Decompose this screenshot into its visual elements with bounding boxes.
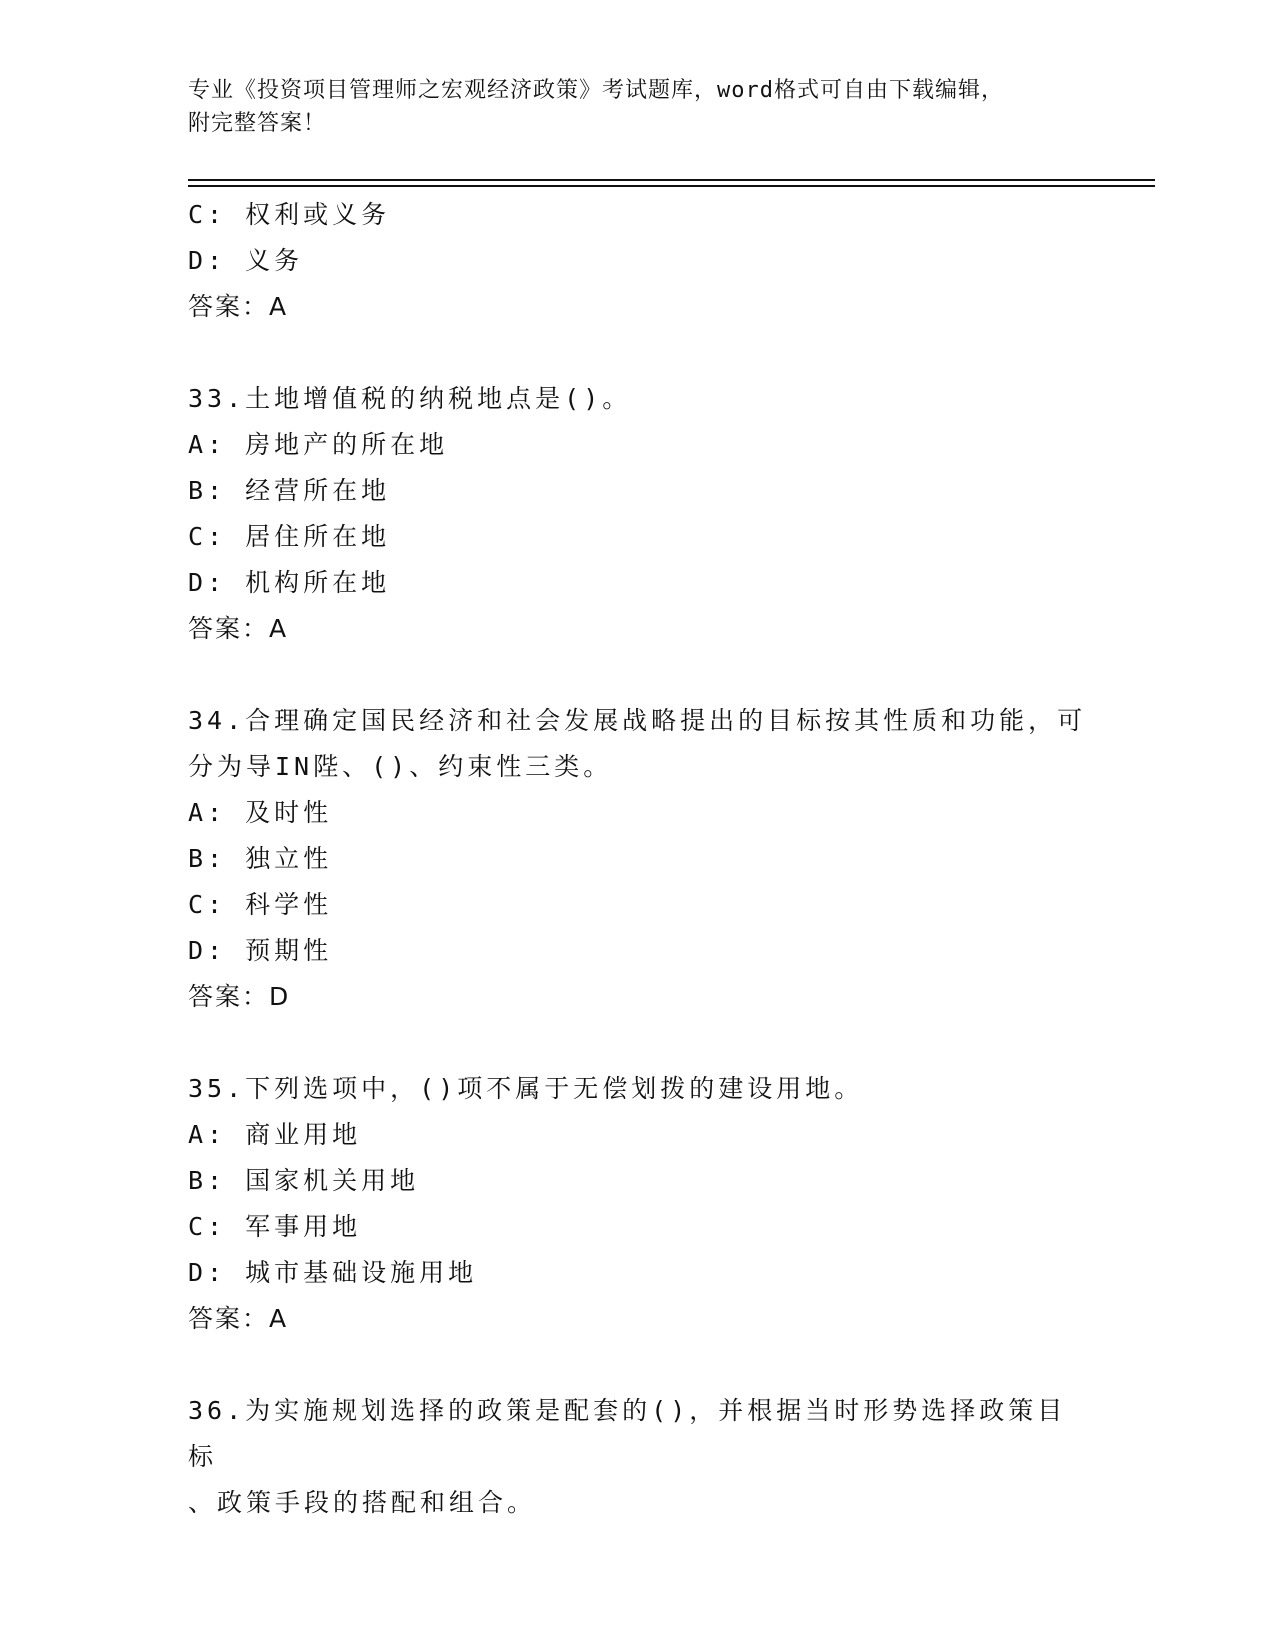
spacer	[188, 1020, 1088, 1066]
header-line-1: 专业《投资项目管理师之宏观经济政策》考试题库，word格式可自由下载编辑，	[188, 78, 1004, 103]
option-b: B: 独立性	[188, 844, 333, 873]
option-c: C: 科学性	[188, 890, 333, 919]
spacer	[188, 1342, 1088, 1388]
question-stem-line-1: 36.为实施规划选择的政策是配套的()，并根据当时形势选择政策目标	[188, 1396, 1067, 1471]
question-block-prev	[188, 192, 1088, 330]
question-stem-line-2: 、政策手段的搭配和组合。	[188, 1488, 537, 1517]
question-block-34	[188, 698, 1088, 1020]
question-block-35	[188, 1066, 1088, 1342]
document-header	[188, 74, 1088, 140]
question-stem-line-1: 34.合理确定国民经济和社会发展战略提出的目标按其性质和功能，可	[188, 706, 1087, 735]
question-stem: 33.土地增值税的纳税地点是()。	[188, 384, 632, 413]
question-list	[188, 192, 1088, 1526]
answer-line: 答案：D	[188, 982, 291, 1011]
option-d: D: 机构所在地	[188, 568, 391, 597]
answer-line: 答案：A	[188, 1304, 289, 1333]
answer-line: 答案：A	[188, 614, 289, 643]
answer-line: 答案：A	[188, 292, 289, 321]
option-d: D: 义务	[188, 246, 304, 275]
option-b: B: 国家机关用地	[188, 1166, 420, 1195]
question-block-33	[188, 376, 1088, 652]
spacer	[188, 652, 1088, 698]
header-line-2: 附完整答案！	[188, 111, 327, 136]
option-c: C: 权利或义务	[188, 200, 391, 229]
option-a: A: 及时性	[188, 798, 333, 827]
option-d: D: 城市基础设施用地	[188, 1258, 478, 1287]
option-b: B: 经营所在地	[188, 476, 391, 505]
question-stem-line-2: 分为导IN陛、()、约束性三类。	[188, 752, 613, 781]
option-c: C: 居住所在地	[188, 522, 391, 551]
option-a: A: 商业用地	[188, 1120, 362, 1149]
header-divider-top	[188, 179, 1155, 181]
spacer	[188, 330, 1088, 376]
option-c: C: 军事用地	[188, 1212, 362, 1241]
option-d: D: 预期性	[188, 936, 333, 965]
option-a: A: 房地产的所在地	[188, 430, 449, 459]
question-block-36	[188, 1388, 1088, 1526]
header-divider-bottom	[188, 185, 1155, 187]
question-stem: 35.下列选项中，()项不属于无偿划拨的建设用地。	[188, 1074, 864, 1103]
